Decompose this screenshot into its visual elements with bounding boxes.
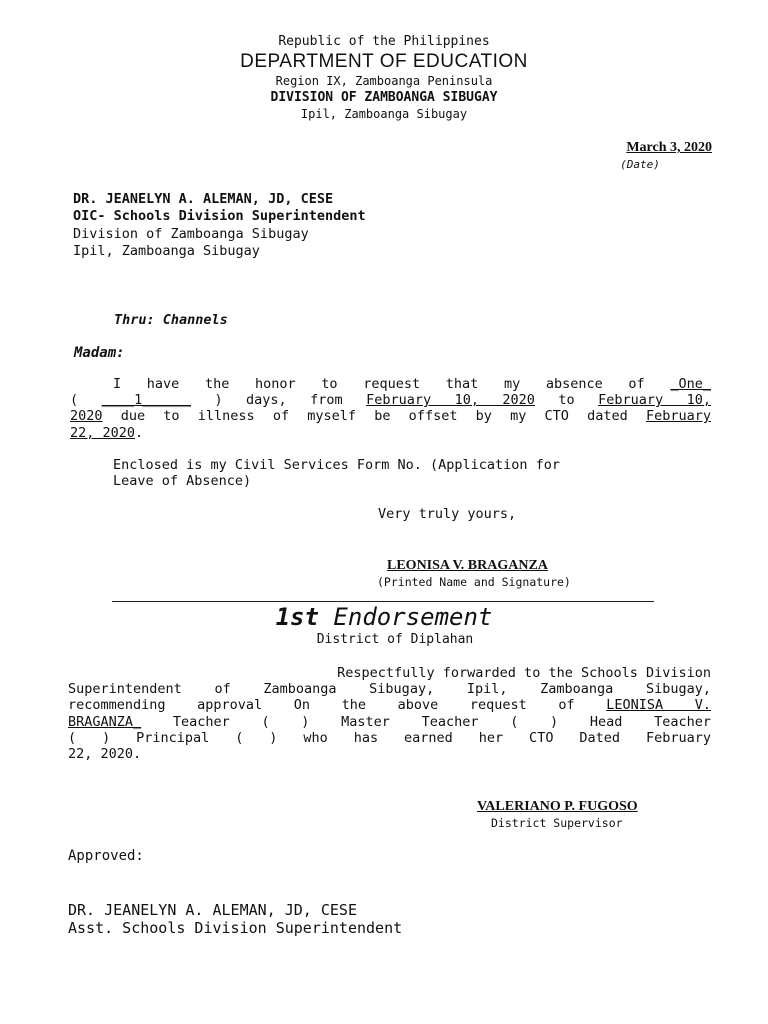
endorsement-number: 1st — [275, 603, 319, 631]
endorse-line4 — [68, 714, 711, 731]
endorsement-divider — [112, 601, 654, 602]
p1-to-date-a: February 10, — [598, 392, 711, 408]
letterhead-department: DEPARTMENT OF EDUCATION — [240, 51, 528, 72]
addressee-title: OIC- Schools Division Superintendent — [73, 208, 366, 224]
letter-date: March 3, 2020 — [626, 140, 712, 155]
signature1-caption: (Printed Name and Signature) — [377, 575, 571, 589]
endorse-line2: Superintendent of Zamboanga Sibugay, Ipil, Zamboanga Sibugay, — [68, 681, 711, 697]
endorse-line3-text: recommending approval On the above request of — [68, 697, 575, 713]
signature2-caption: District Supervisor — [491, 816, 623, 830]
signature2-name: VALERIANO P. FUGOSO — [477, 799, 638, 814]
addressee-place: Ipil, Zamboanga Sibugay — [73, 243, 260, 259]
endorsement-heading — [0, 603, 768, 631]
endorse-line6: 22, 2020. — [68, 746, 142, 762]
date-caption: (Date) — [620, 158, 660, 171]
letterhead-location: Ipil, Zamboanga Sibugay — [300, 107, 468, 121]
letterhead-republic: Republic of the Philippines — [278, 34, 490, 49]
body-p1-line2 — [70, 392, 711, 409]
p1-end: . — [135, 425, 144, 441]
body-p2-line1: Enclosed is my Civil Services Form No. (Application for — [113, 457, 561, 473]
approver-title: Asst. Schools Division Superintendent — [68, 919, 403, 937]
signature1-name: LEONISA V. BRAGANZA — [387, 558, 548, 573]
approver-name: DR. JEANELYN A. ALEMAN, JD, CESE — [68, 901, 357, 919]
p1-days-text: ) days, from — [214, 392, 343, 408]
body-p1-line3 — [70, 408, 711, 425]
endorse-line1: Respectfully forwarded to the Schools Division — [337, 665, 711, 681]
approved-label: Approved: — [68, 848, 144, 864]
letterhead-region: Region IX, Zamboanga Peninsula — [275, 74, 493, 88]
endorsement-title: Endorsement — [333, 603, 493, 631]
addressee-office: Division of Zamboanga Sibugay — [73, 226, 309, 242]
salutation: Madam: — [74, 345, 125, 361]
body-p1-line1 — [113, 376, 711, 393]
p1-from-date: February 10, 2020 — [366, 392, 535, 408]
body-p2-line2: Leave of Absence) — [113, 473, 252, 489]
p1-to-date-b: 2020 — [70, 408, 103, 424]
thru-channels: Thru: Channels — [114, 312, 228, 328]
p1-to-word: to — [558, 392, 575, 408]
letterhead-division: DIVISION OF ZAMBOANGA SIBUGAY — [270, 90, 498, 105]
endorsement-district: District of Diplahan — [316, 632, 474, 647]
p1-open-paren: ( — [70, 392, 79, 408]
endorse-line3-name: LEONISA V. — [606, 697, 711, 713]
p1-reason: due to illness of myself be offset by my CTO dated — [120, 408, 628, 424]
body-p1-line4 — [70, 425, 143, 442]
endorse-line3 — [68, 697, 711, 714]
p1-days-number: ____1______ — [101, 392, 191, 408]
p1-cto-date-b: 22, 2020 — [70, 425, 136, 441]
endorse-line4-text: Teacher ( ) Master Teacher ( ) Head Teacher — [172, 714, 711, 730]
addressee-name: DR. JEANELYN A. ALEMAN, JD, CESE — [73, 191, 334, 207]
p1-cto-date-a: February — [645, 408, 711, 424]
closing: Very truly yours, — [378, 506, 517, 522]
p1-days-word: _One_ — [670, 376, 711, 392]
p1-intro: I have the honor to request that my absence of — [113, 376, 645, 392]
endorse-line5: ( ) Principal ( ) who has earned her CTO Dated February — [68, 730, 711, 746]
endorse-line4-name: BRAGANZA_ — [68, 714, 142, 730]
